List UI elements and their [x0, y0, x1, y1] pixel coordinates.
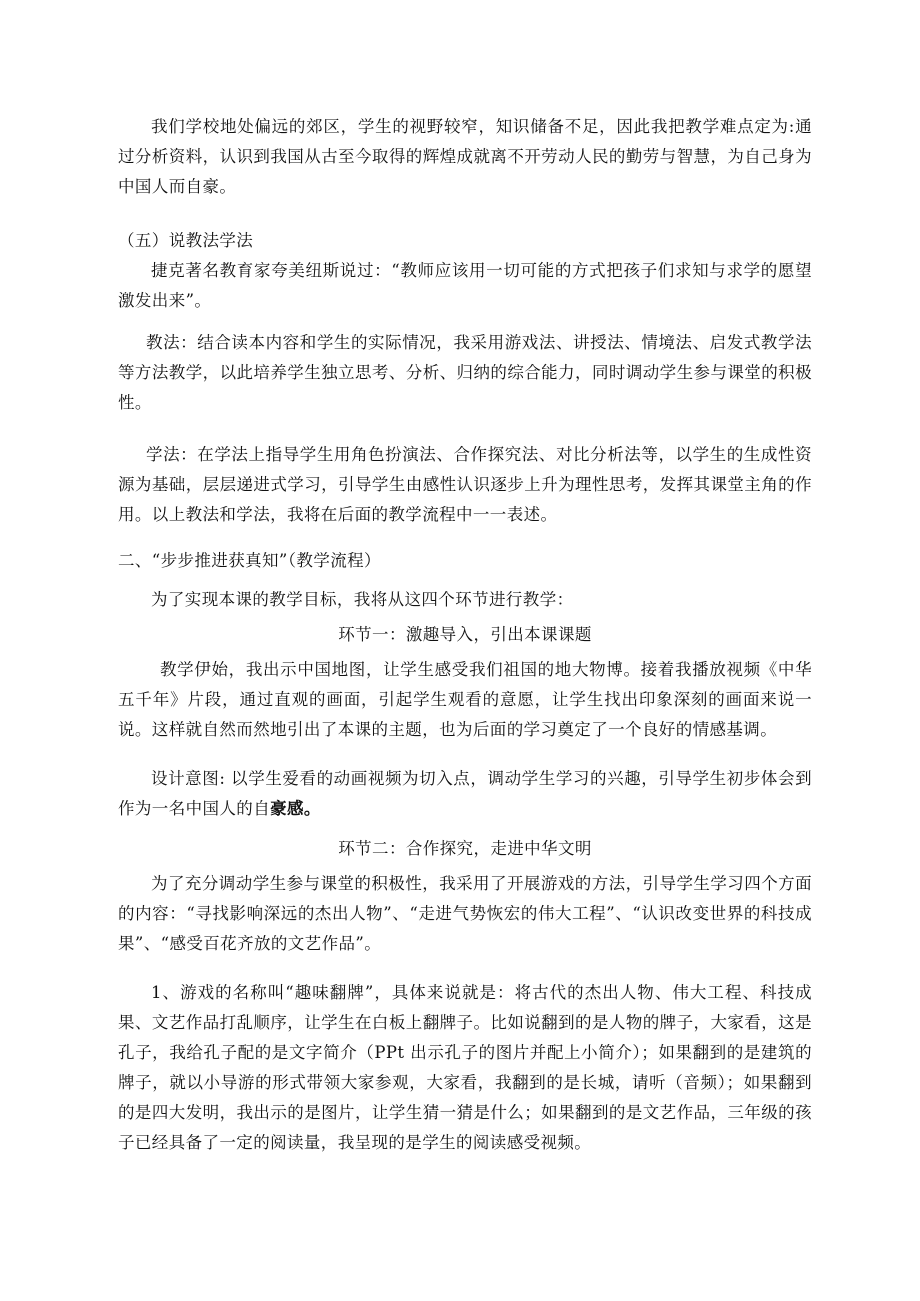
paragraph-intro-flow: 为了实现本课的教学目标，我将从这四个环节进行教学： — [151, 590, 574, 609]
paragraph-quote: 捷克著名教育家夸美纽斯说过：“教师应该用一切可能的方式把孩子们求知与求学的愿望激发出来”。 — [118, 261, 812, 310]
section-heading-flow: 二、“步步推进获真知”（教学流程） — [118, 551, 381, 570]
paragraph-design-intent — [118, 764, 812, 824]
paragraph-step-one: 教学伊始，我出示中国地图，让学生感受我们祖国的地大物博。接着我播放视频《中华五千年》片段，通过直观的画面，引起学生观看的意愿，让学生找出印象深刻的画面来说一说。这样就自然而然地引出了本课的主题，也为后面的学习奠定了一个良好的情感基调。 — [118, 660, 812, 739]
design-intent-text: 设计意图: 以学生爱看的动画视频为切入点，调动学生学习的兴趣，引导学生初步体会到作为一名中国人的自 — [118, 769, 812, 818]
paragraph-game-description: 1、游戏的名称叫“趣味翻牌”，具体来说就是：将古代的杰出人物、伟大工程、科技成果、文艺作品打乱顺序，让学生在白板上翻牌子。比如说翻到的是人物的牌子，大家看，这是孔子，我给孔子配的是文字简介（PPt 出示孔子的图片并配上小简介）；如果翻到的是建筑的牌子，就以小导游的形式带领大家参观，大家看，我翻到的是长城，请听（音频）；如果翻到的是四大发明，我出示的是图片，让学生猜一猜是什么；如果翻到的是文艺作品，三年级的孩子已经具备了一定的阅读量，我呈现的是学生的阅读感受视频。 — [118, 983, 812, 1152]
design-intent-bold: 豪感。 — [270, 799, 321, 818]
subheading-step-two: 环节二：合作探究，走进中华文明 — [338, 839, 592, 858]
paragraph-difficulty: 我们学校地处偏远的郊区，学生的视野较窄，知识储备不足，因此我把教学难点定为:通过分析资料，认识到我国从古至今取得的辉煌成就离不开劳动人民的勤劳与智慧，为自己身为中国人而自豪。 — [118, 117, 812, 196]
paragraph-step-two: 为了充分调动学生参与课堂的积极性，我采用了开展游戏的方法，引导学生学习四个方面的内容：“寻找影响深远的杰出人物”、“走进气势恢宏的伟大工程”、“认识改变世界的科技成果”、“感受百花齐放的文艺作品”。 — [118, 874, 812, 953]
paragraph-teaching-method: 教法：结合读本内容和学生的实际情况，我采用游戏法、讲授法、情境法、启发式教学法等方法教学，以此培养学生独立思考、分析、归纳的综合能力，同时调动学生参与课堂的积极性。 — [118, 333, 812, 412]
section-heading-methods: （五）说教法学法 — [118, 231, 254, 250]
subheading-step-one: 环节一：激趣导入，引出本课课题 — [338, 625, 592, 644]
paragraph-learning-method: 学法：在学法上指导学生用角色扮演法、合作探究法、对比分析法等，以学生的生成性资源为基础，层层递进式学习，引导学生由感性认识逐步上升为理性思考，发挥其课堂主角的作用。以上教法和学法，我将在后面的教学流程中一一表述。 — [118, 445, 812, 524]
